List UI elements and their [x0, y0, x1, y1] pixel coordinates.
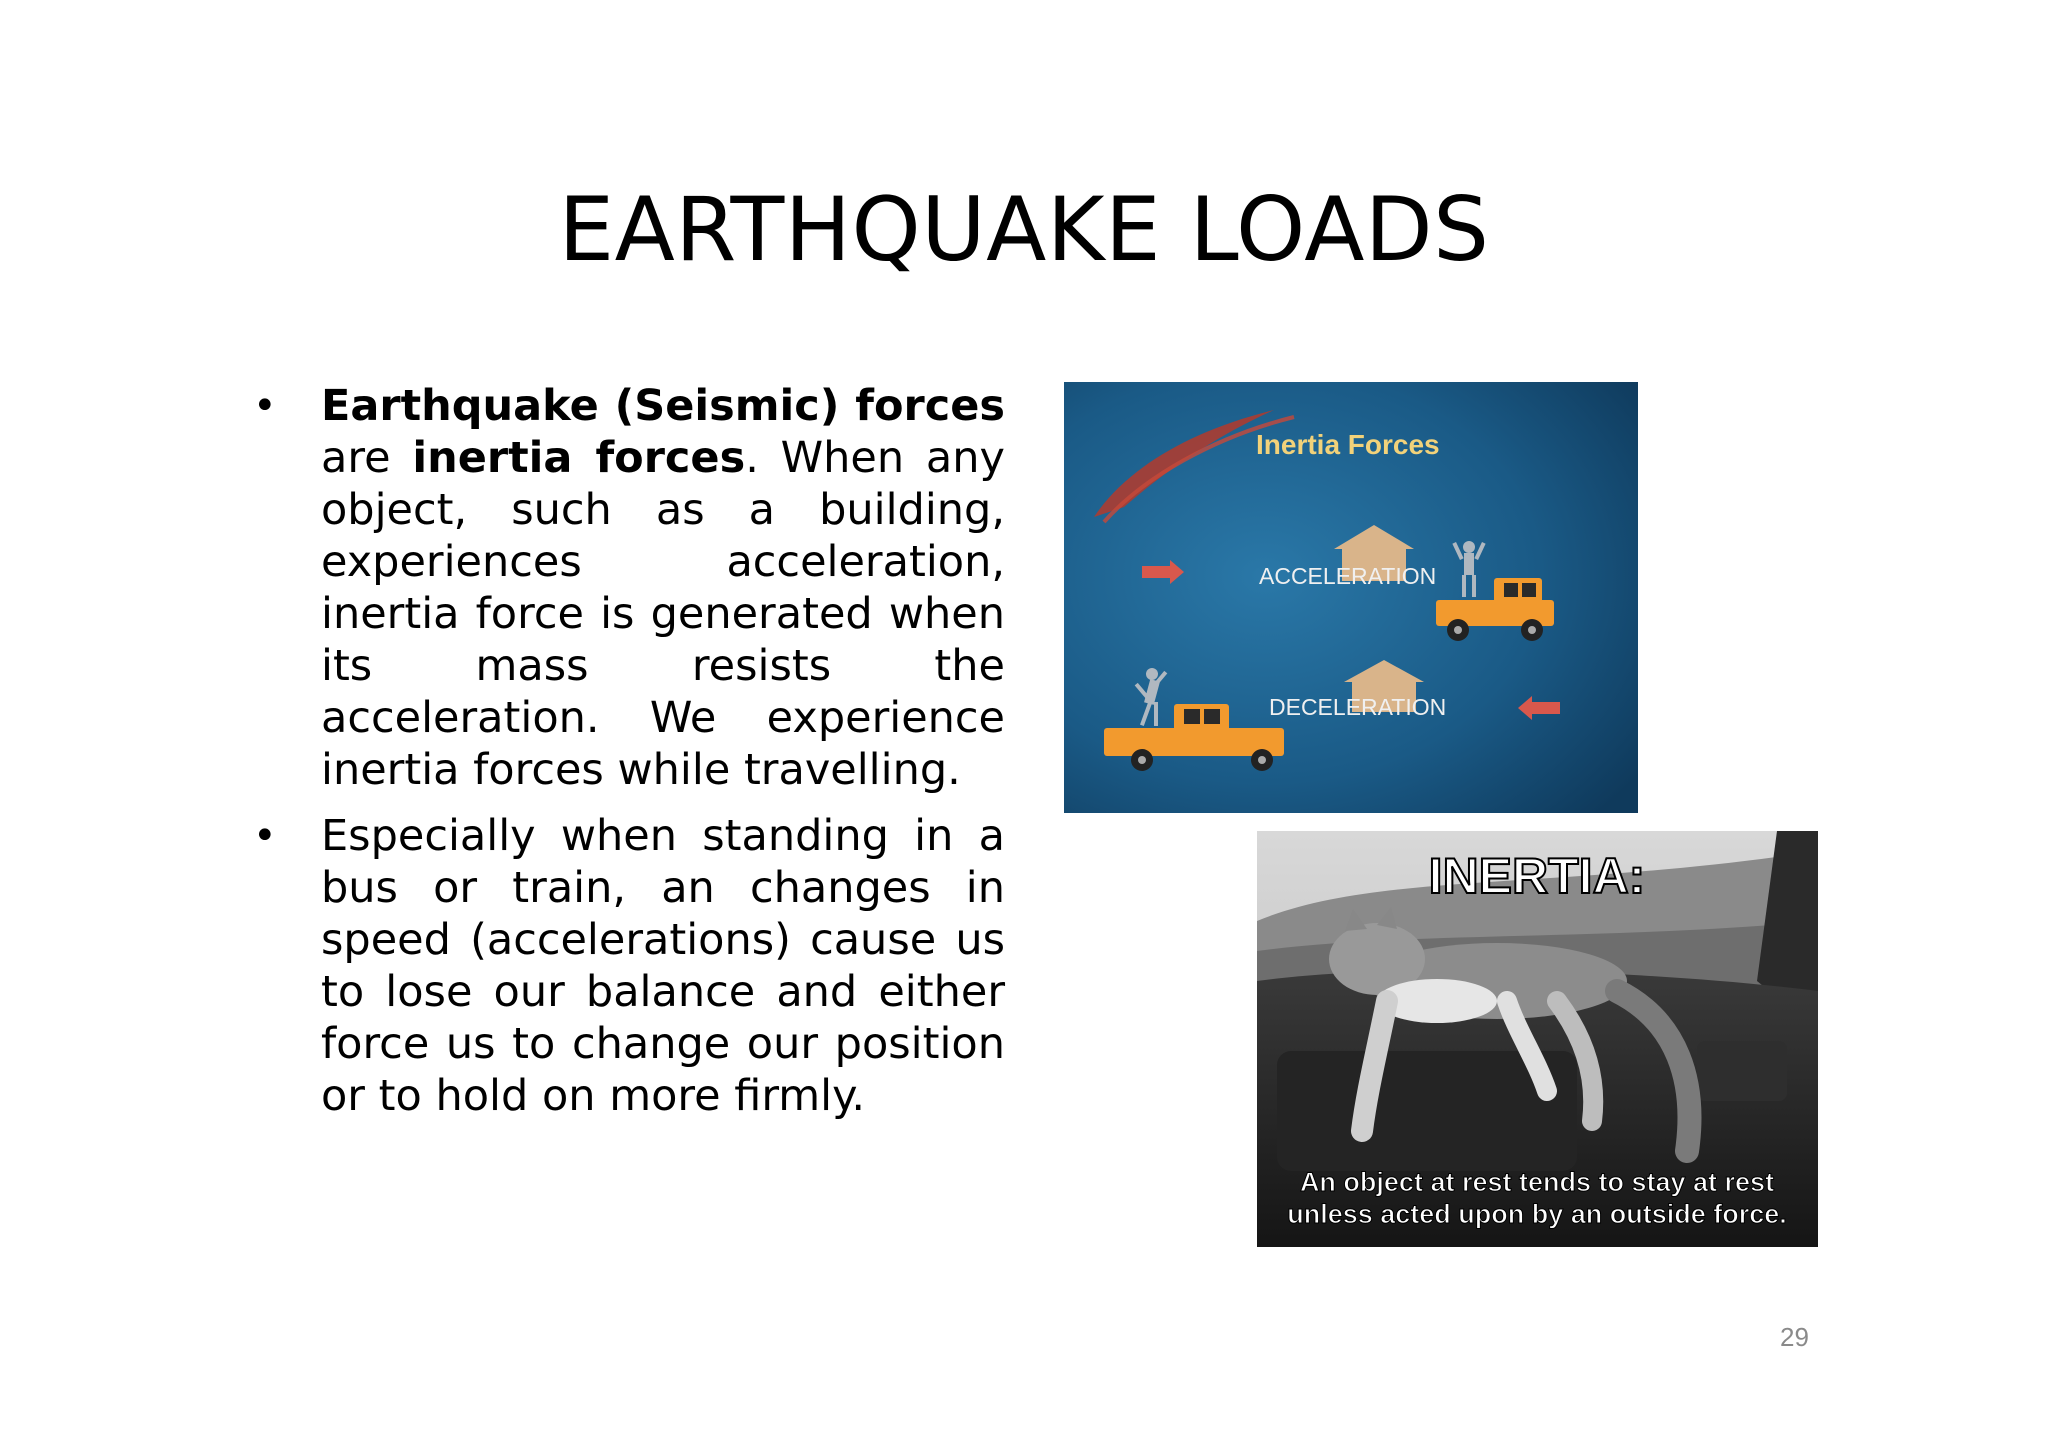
meme-caption-line-2: unless acted upon by an outside force. — [1287, 1199, 1787, 1229]
meme-heading: INERTIA: — [1428, 848, 1646, 904]
inertia-forces-illustration — [1064, 382, 1638, 813]
diagram-heading: Inertia Forces — [1256, 429, 1440, 460]
deceleration-label: DECELERATION — [1269, 694, 1447, 720]
bullet-text-bold: inertia forces — [412, 433, 746, 483]
acceleration-label: ACCELERATION — [1259, 563, 1437, 589]
slide-title: EARTHQUAKE LOADS — [558, 178, 1490, 281]
meme-caption-line-1: An object at rest tends to stay at rest — [1299, 1167, 1775, 1197]
page-number: 29 — [1780, 1322, 1809, 1352]
bullet-dot-icon: • — [253, 813, 277, 859]
bullet-item — [245, 380, 1005, 796]
bullet-item — [245, 810, 1005, 1122]
bullet-text-bold: Earthquake (Seismic) forces — [321, 381, 1005, 431]
bullet-list — [245, 380, 1005, 1136]
inertia-cat-meme — [1257, 831, 1818, 1247]
bullet-text-plain: are — [321, 433, 413, 483]
bullet-dot-icon: • — [253, 383, 277, 429]
bullet-text — [321, 811, 1005, 1121]
inertia-cat-photo — [1257, 831, 1818, 1247]
bullet-text — [321, 381, 1005, 795]
bullet-text-plain: Especially when standing in a bus or train, an changes in speed (accelerations) cause us to lose our balance and either force us to change our position or to hold on more firmly. — [321, 811, 1005, 1121]
bullet-text-plain: . When any object, such as a building, experiences acceleration, inertia force is generated when its mass resists the acceleration. We experience inertia forces while travelling. — [321, 433, 1005, 795]
inertia-forces-diagram — [1064, 382, 1638, 813]
